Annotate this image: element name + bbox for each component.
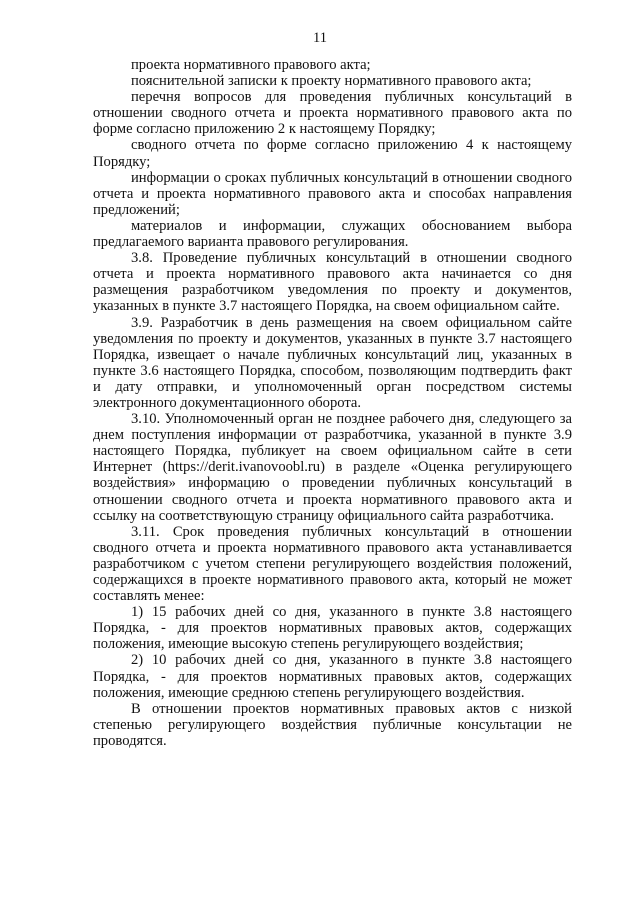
low-impact-note: В отношении проектов нормативных правовых актов с низкой степенью регулирующего воздействия публичные консультации не проводятся. (93, 700, 572, 749)
list-item-summary-report: сводного отчета по форме согласно приложению 4 к настоящему Порядку; (93, 137, 572, 170)
list-item-questions-list: перечня вопросов для проведения публичных консультаций в отношении сводного отчета и проекта нормативного правового акта по форме согласно приложению 2 к настоящему Порядку; (93, 89, 572, 138)
clause-3-9: 3.9. Разработчик в день размещения на своем официальном сайте уведомления по проекту и документов, указанных в пункте 3.7 настоящего Порядка, извещает о начале публичных консультаций лиц, указанных в пункте 3.6 настоящего Порядка, способом, позволяющим подтвердить факт и дату отправки, и уполномоченный орган посредством системы электронного документационного оборота. (93, 314, 572, 411)
clause-3-10: 3.10. Уполномоченный орган не позднее рабочего дня, следующего за днем поступления информации от разработчика, указанной в пункте 3.9 настоящего Порядка, публикует на своем официальном сайте в сети Интернет (https://derit.ivanovoobl.ru) в разделе «Оценка регулирующего воздействия» информацию о проведении публичных консультаций в отношении сводного отчета и проекта нормативного правового акта и ссылку на соответствующую страницу официального сайта разработчика. (93, 411, 572, 524)
clause-3-8: 3.8. Проведение публичных консультаций в отношении сводного отчета и проекта нормативного правового акта начинается со дня размещения разработчиком уведомления по проекту и документов, указанных в пункте 3.7 настоящего Порядка, на своем официальном сайте. (93, 250, 572, 315)
list-item-consultation-terms: информации о сроках публичных консультаций в отношении сводного отчета и проекта нормативного правового акта и способах направления предложений; (93, 169, 572, 218)
list-item-supporting-materials: материалов и информации, служащих обоснованием выбора предлагаемого варианта правового регулирования. (93, 217, 572, 251)
page-number: 11 (313, 30, 327, 46)
clause-3-11-item-1: 1) 15 рабочих дней со дня, указанного в пункте 3.8 настоящего Порядка, - для проектов нормативных правовых актов, содержащих положения, имеющие высокую степень регулирующего воздействия; (93, 604, 572, 653)
clause-3-11: 3.11. Срок проведения публичных консультаций в отношении сводного отчета и проекта нормативного правового акта устанавливается разработчиком с учетом степени регулирующего воздействия положений, содержащихся в проекте нормативного правового акта, который не может составлять менее: (93, 523, 572, 605)
list-item-draft-act: проекта нормативного правового акта; (131, 57, 371, 73)
document-body (93, 57, 572, 749)
clause-3-11-item-2: 2) 10 рабочих дней со дня, указанного в пункте 3.8 настоящего Порядка, - для проектов нормативных правовых актов, содержащих положения, имеющие среднюю степень регулирующего воздействия. (93, 652, 572, 701)
list-item-explanatory-note: пояснительной записки к проекту нормативного правового акта; (131, 73, 532, 90)
